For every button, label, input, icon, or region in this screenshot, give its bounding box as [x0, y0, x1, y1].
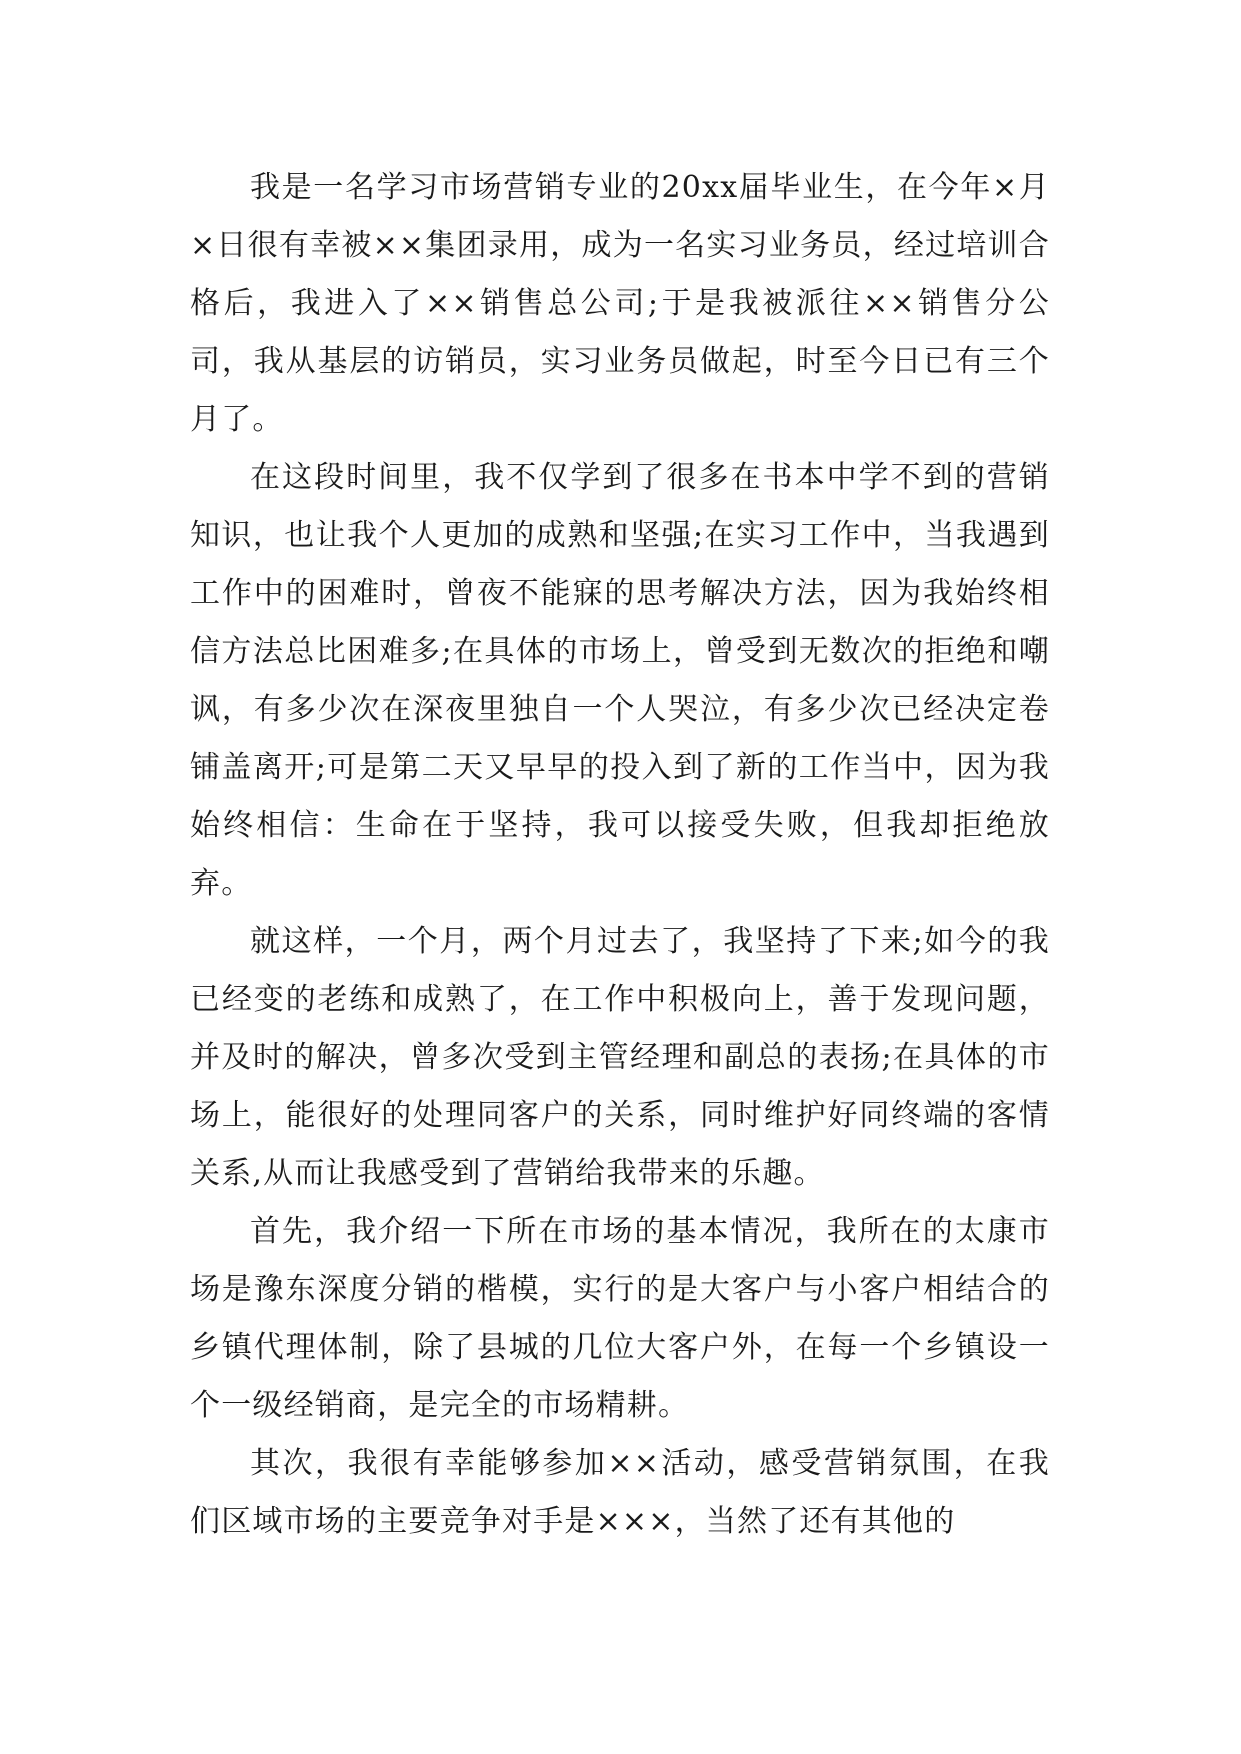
paragraph-4: 首先，我介绍一下所在市场的基本情况，我所在的太康市场是豫东深度分销的楷模，实行的是大客户与小客户相结合的乡镇代理体制，除了县城的几位大客户外，在每一个乡镇设一个一级经销商，是完全的市场精耕。 [190, 1214, 1050, 1423]
paragraph-1: 我是一名学习市场营销专业的20xx届毕业生，在今年×月×日很有幸被××集团录用，成为一名实习业务员，经过培训合格后，我进入了××销售总公司;于是我被派往××销售分公司，我从基层的访销员，实习业务员做起，时至今日已有三个月了。 [190, 170, 1050, 437]
document-body [190, 159, 1050, 1551]
paragraph-3: 就这样，一个月，两个月过去了，我坚持了下来;如今的我已经变的老练和成熟了，在工作中积极向上，善于发现问题，并及时的解决，曾多次受到主管经理和副总的表扬;在具体的市场上，能很好的处理同客户的关系，同时维护好同终端的客情关系,从而让我感受到了营销给我带来的乐趣。 [190, 924, 1050, 1191]
paragraph-2: 在这段时间里，我不仅学到了很多在书本中学不到的营销知识，也让我个人更加的成熟和坚强;在实习工作中，当我遇到工作中的困难时，曾夜不能寐的思考解决方法，因为我始终相信方法总比困难多;在具体的市场上，曾受到无数次的拒绝和嘲讽，有多少次在深夜里独自一个人哭泣，有多少次已经决定卷铺盖离开;可是第二天又早早的投入到了新的工作当中，因为我始终相信：生命在于坚持，我可以接受失败，但我却拒绝放弃。 [190, 460, 1050, 901]
paragraph-5: 其次，我很有幸能够参加××活动，感受营销氛围，在我们区域市场的主要竞争对手是×××，当然了还有其他的 [190, 1446, 1050, 1539]
